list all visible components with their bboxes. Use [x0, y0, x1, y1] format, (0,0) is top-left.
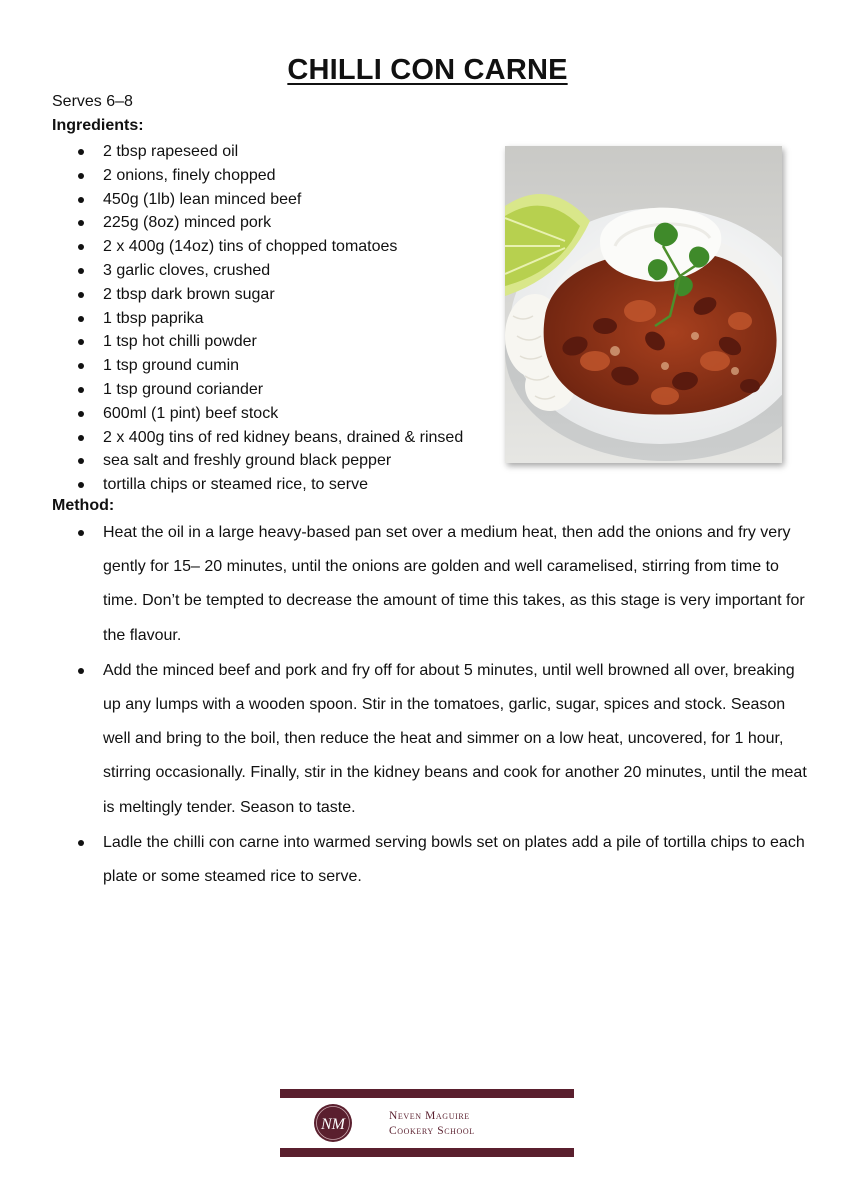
method-list: [103, 516, 813, 895]
chilli-dish-photo: [505, 146, 782, 463]
logo-bottom-bar: [280, 1148, 574, 1157]
ingredient-item: tortilla chips or steamed rice, to serve: [103, 474, 463, 498]
brand-line-2: Cookery School: [389, 1125, 475, 1137]
logo-top-bar: [280, 1089, 574, 1098]
recipe-title: CHILLI CON CARNE: [287, 54, 568, 86]
ingredient-item: 1 tbsp paprika: [103, 308, 463, 332]
ingredient-item: 225g (8oz) minced pork: [103, 212, 463, 236]
method-step: Heat the oil in a large heavy-based pan set over a medium heat, then add the onions and fry very gently for 15– 20 minutes, until the onions are golden and well caramelised, stirring from time to time. Don’t be tempted to decrease the amount of time this takes, as this stage is very important for the flavour.: [103, 516, 813, 653]
ingredient-item: 1 tsp ground cumin: [103, 355, 463, 379]
ingredient-item: 450g (1lb) lean minced beef: [103, 189, 463, 213]
ingredients-heading: Ingredients:: [52, 117, 144, 134]
ingredient-item: 2 x 400g (14oz) tins of chopped tomatoes: [103, 236, 463, 260]
ingredient-item: 1 tsp hot chilli powder: [103, 331, 463, 355]
ingredient-item: 2 onions, finely chopped: [103, 165, 463, 189]
ingredient-item: 600ml (1 pint) beef stock: [103, 403, 463, 427]
ingredient-item: 2 tbsp rapeseed oil: [103, 141, 463, 165]
chilli-bowl-illustration: [505, 146, 782, 463]
ingredient-item: sea salt and freshly ground black pepper: [103, 450, 463, 474]
ingredients-list: [103, 141, 463, 498]
brand-line-1: Neven Maguire: [389, 1110, 470, 1122]
seal-monogram: NM: [321, 1116, 345, 1133]
method-step: Ladle the chilli con carne into warmed serving bowls set on plates add a pile of tortilla chips to each plate or some steamed rice to serve.: [103, 826, 813, 894]
brand-name: [389, 1109, 475, 1139]
ingredient-item: 1 tsp ground coriander: [103, 379, 463, 403]
ingredient-item: 2 x 400g tins of red kidney beans, drained & rinsed: [103, 427, 463, 451]
ingredient-item: 3 garlic cloves, crushed: [103, 260, 463, 284]
monogram-seal-icon: [313, 1103, 353, 1143]
method-heading: Method:: [52, 497, 115, 514]
ingredient-item: 2 tbsp dark brown sugar: [103, 284, 463, 308]
cookery-school-logo: [280, 1089, 574, 1157]
serves-text: Serves 6–8: [52, 93, 133, 110]
method-step: Add the minced beef and pork and fry off for about 5 minutes, until well browned all over, breaking up any lumps with a wooden spoon. Stir in the tomatoes, garlic, sugar, spices and stock. Season well and bring to the boil, then reduce the heat and simmer on a low heat, uncovered, for 1 hour, stirring occasionally. Finally, stir in the kidney beans and cook for another 20 minutes, until the meat is meltingly tender. Season to taste.: [103, 654, 813, 825]
